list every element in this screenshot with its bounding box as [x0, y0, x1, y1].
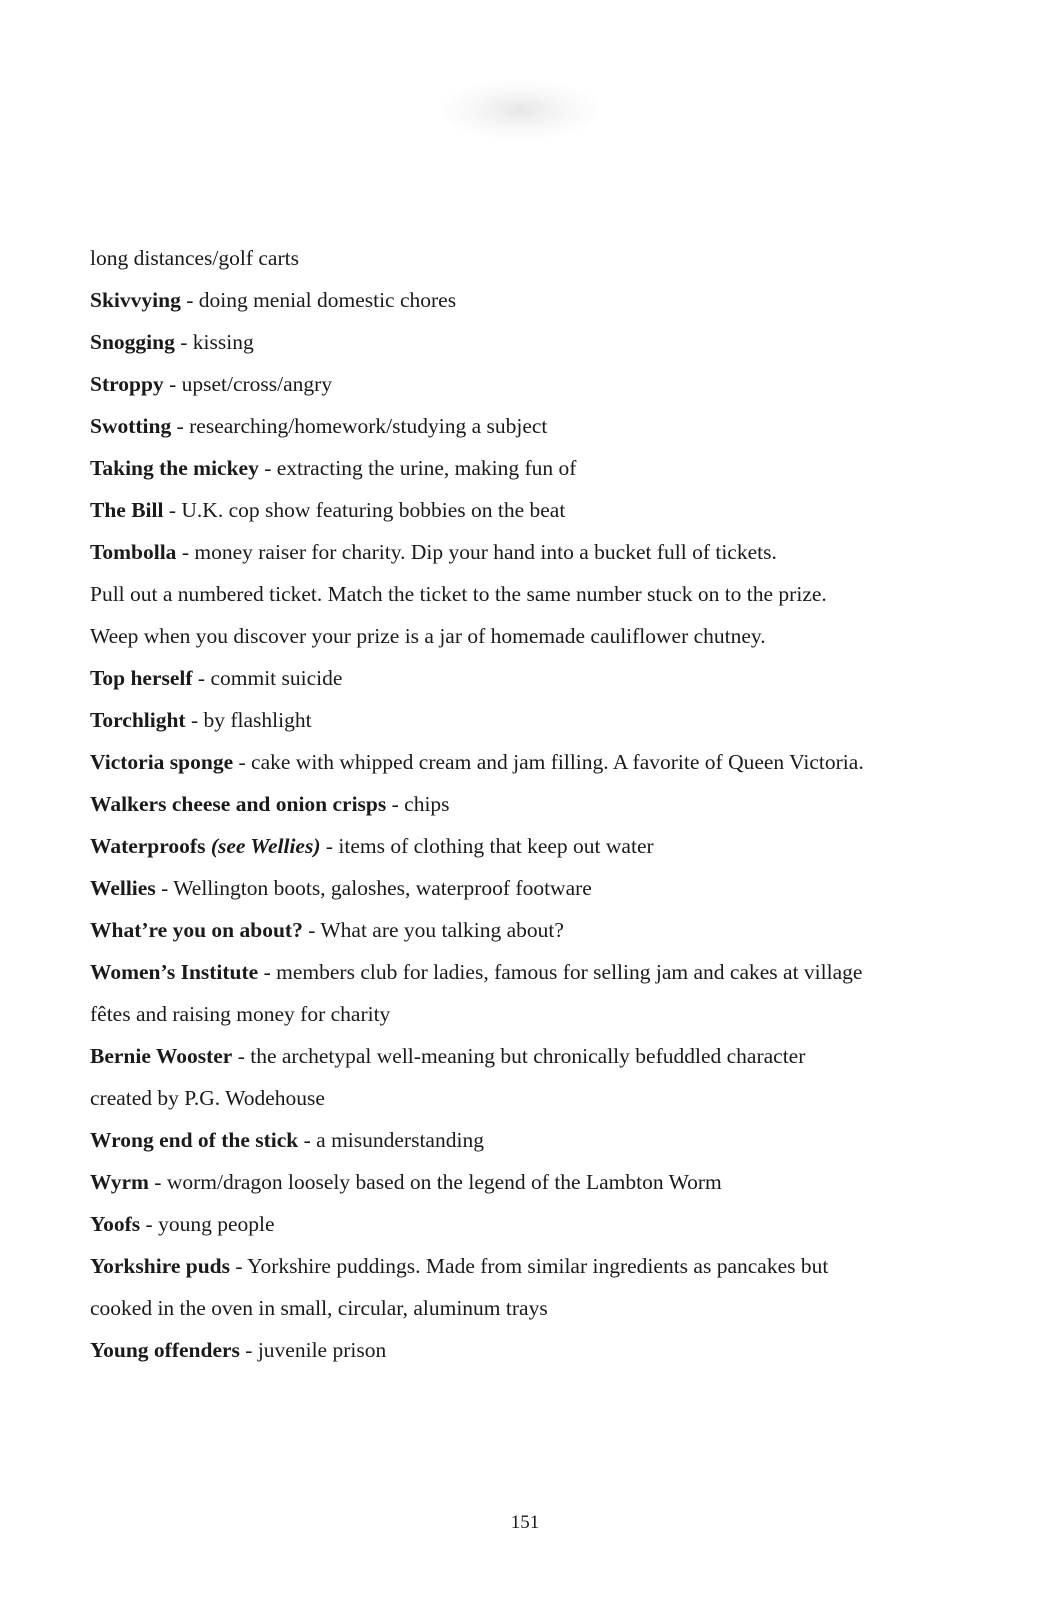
glossary-line — [90, 531, 970, 573]
page-number: 151 — [510, 1512, 540, 1533]
glossary-definition: - cake with whipped cream and jam filling. A favorite of Queen Victoria. — [233, 750, 864, 774]
glossary-term: Torchlight — [90, 708, 186, 732]
glossary-line — [90, 615, 970, 657]
glossary-line — [90, 1287, 970, 1329]
glossary-term: Women’s Institute — [90, 960, 259, 984]
glossary-line — [90, 1245, 970, 1287]
glossary-definition: fêtes and raising money for charity — [90, 1002, 391, 1026]
glossary-line — [90, 657, 970, 699]
glossary-line — [90, 321, 970, 363]
glossary-definition: - upset/cross/angry — [163, 372, 333, 396]
glossary-definition: - worm/dragon loosely based on the legend of the Lambton Worm — [148, 1170, 722, 1194]
glossary-term: Taking the mickey — [90, 456, 259, 480]
glossary-definition: - members club for ladies, famous for selling jam and cakes at village — [258, 960, 863, 984]
glossary-term: Victoria sponge — [90, 750, 234, 774]
glossary-line — [90, 447, 970, 489]
glossary-definition: created by P.G. Wodehouse — [90, 1086, 325, 1110]
glossary-term: Snogging — [90, 330, 175, 354]
glossary-definition: Weep when you discover your prize is a jar of homemade cauliflower chutney. — [90, 624, 766, 648]
glossary-definition: - by flashlight — [185, 708, 312, 732]
glossary-term: Wellies — [90, 876, 156, 900]
glossary-line — [90, 279, 970, 321]
glossary-line — [90, 783, 970, 825]
glossary-line — [90, 909, 970, 951]
glossary-definition: - juvenile prison — [239, 1338, 387, 1362]
glossary-line — [90, 951, 970, 993]
glossary-definition: - doing menial domestic chores — [180, 288, 457, 312]
scan-smudge — [440, 80, 600, 140]
glossary-line — [90, 405, 970, 447]
glossary-definition: - commit suicide — [192, 666, 343, 690]
glossary-line — [90, 573, 970, 615]
glossary-definition: - items of clothing that keep out water — [320, 834, 654, 858]
glossary-definition: - What are you talking about? — [302, 918, 564, 942]
glossary-term: Yoofs — [90, 1212, 141, 1236]
glossary-line — [90, 993, 970, 1035]
glossary-term: Wrong end of the stick — [90, 1128, 299, 1152]
glossary-term: Stroppy — [90, 372, 164, 396]
glossary-note: (see Wellies) — [210, 834, 321, 858]
glossary-definition: - money raiser for charity. Dip your hand into a bucket full of tickets. — [176, 540, 777, 564]
glossary-term: Top herself — [90, 666, 193, 690]
glossary-definition: - the archetypal well-meaning but chronically befuddled character — [232, 1044, 806, 1068]
glossary-term: The Bill — [90, 498, 164, 522]
glossary-line — [90, 1203, 970, 1245]
glossary-line — [90, 699, 970, 741]
glossary-term: Skivvying — [90, 288, 181, 312]
glossary-line — [90, 1329, 970, 1371]
glossary-definition: - kissing — [174, 330, 254, 354]
glossary-term: Swotting — [90, 414, 172, 438]
glossary-term: Walkers cheese and onion crisps — [90, 792, 387, 816]
glossary-line — [90, 1119, 970, 1161]
glossary-line — [90, 741, 970, 783]
glossary-line — [90, 867, 970, 909]
glossary-definition: long distances/golf carts — [90, 246, 299, 270]
glossary-line — [90, 237, 970, 279]
glossary-definition: - Wellington boots, galoshes, waterproof footware — [155, 876, 592, 900]
glossary-definition: - U.K. cop show featuring bobbies on the beat — [163, 498, 566, 522]
glossary-definition: Pull out a numbered ticket. Match the ticket to the same number stuck on to the prize. — [90, 582, 827, 606]
glossary-term: Tombolla — [90, 540, 177, 564]
glossary-line — [90, 825, 970, 867]
glossary-definition: - extracting the urine, making fun of — [258, 456, 577, 480]
glossary-line — [90, 1077, 970, 1119]
glossary-definition: - researching/homework/studying a subject — [171, 414, 548, 438]
glossary-term: Young offenders — [90, 1338, 240, 1362]
glossary-line — [90, 489, 970, 531]
glossary-definition: - a misunderstanding — [298, 1128, 484, 1152]
glossary-definition: cooked in the oven in small, circular, aluminum trays — [90, 1296, 548, 1320]
glossary-term: Waterproofs — [90, 834, 211, 858]
glossary-body — [90, 237, 970, 1371]
glossary-line — [90, 1161, 970, 1203]
glossary-definition: - young people — [140, 1212, 275, 1236]
glossary-term: Yorkshire puds — [90, 1254, 231, 1278]
glossary-definition: - Yorkshire puddings. Made from similar ingredients as pancakes but — [230, 1254, 829, 1278]
glossary-term: Bernie Wooster — [90, 1044, 233, 1068]
glossary-term: Wyrm — [90, 1170, 149, 1194]
glossary-definition: - chips — [386, 792, 450, 816]
glossary-term: What’re you on about? — [90, 918, 303, 942]
glossary-line — [90, 1035, 970, 1077]
glossary-line — [90, 363, 970, 405]
